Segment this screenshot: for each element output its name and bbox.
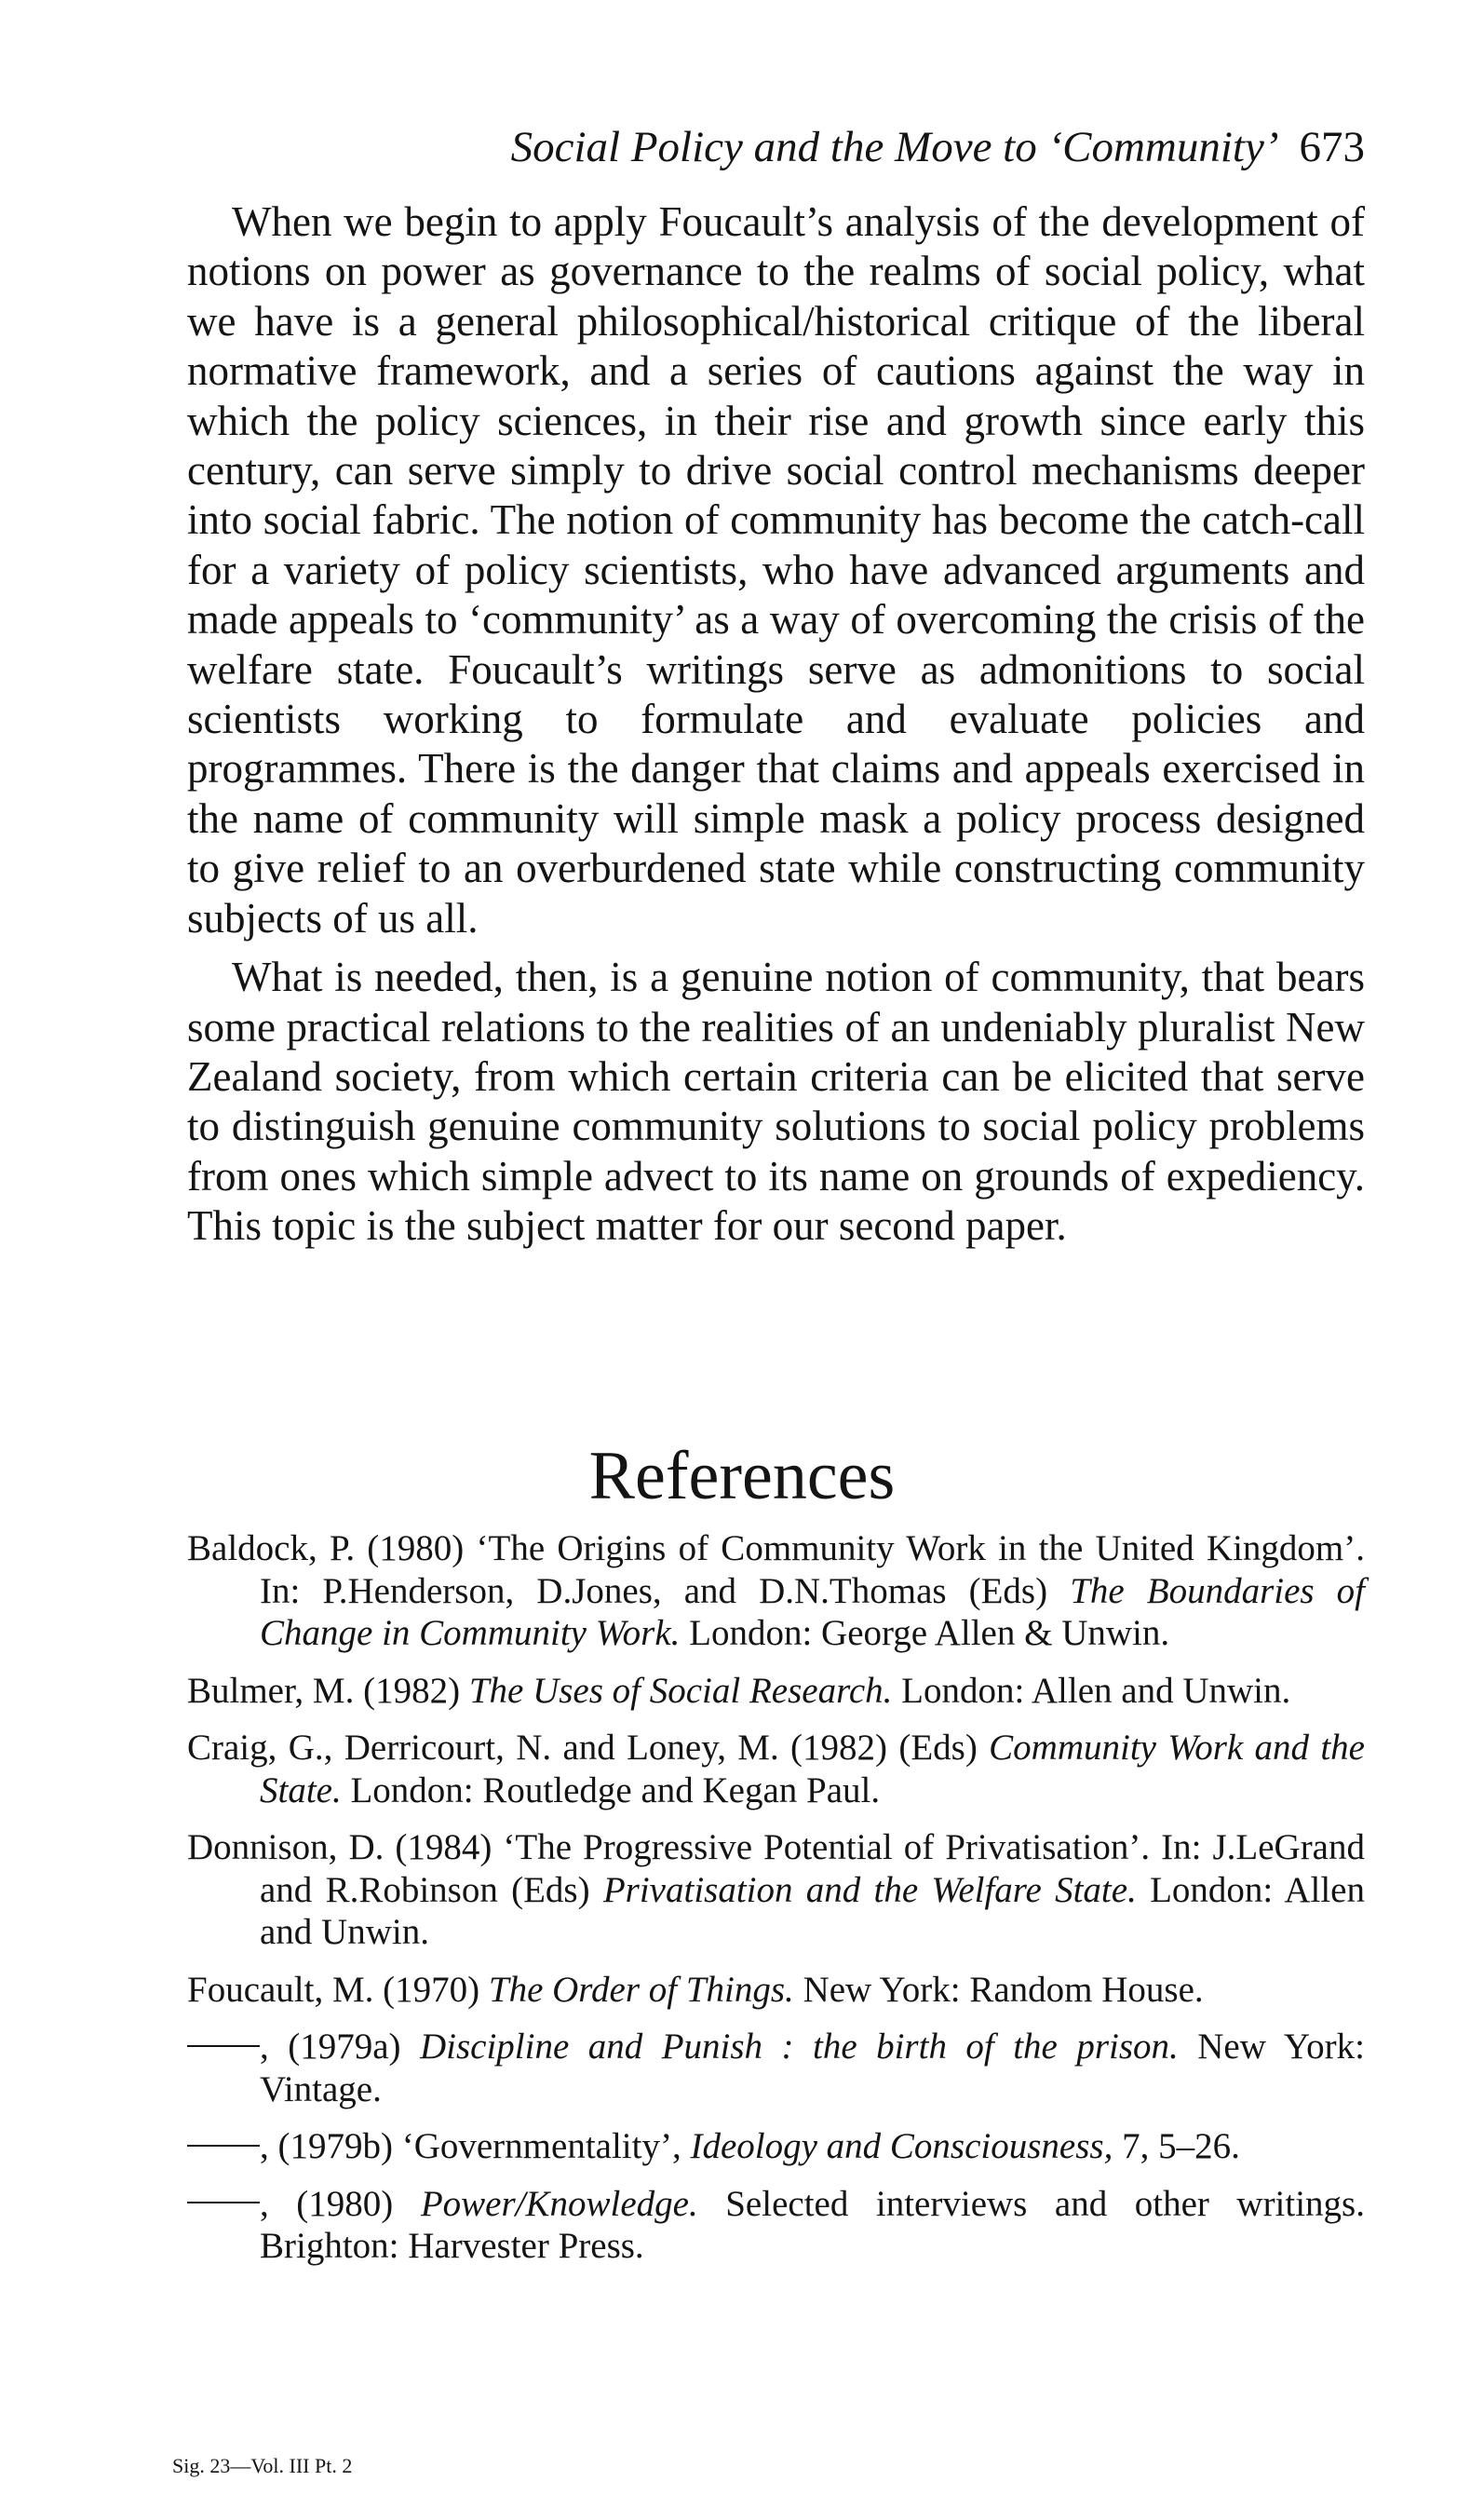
reference-publisher: Selected interviews and other writings. Brighton: Harvester Press. bbox=[260, 2183, 1365, 2266]
reference-title: The Uses of Social Research. bbox=[468, 1670, 893, 1711]
reference-publisher: 7, 5–26. bbox=[1113, 2126, 1240, 2166]
reference-publisher: London: Routledge and Kegan Paul. bbox=[341, 1769, 881, 1810]
reference-text: Bulmer, M. (1982) bbox=[187, 1670, 469, 1711]
body-paragraph-1: When we begin to apply Foucault’s analysis of the development of notions on power as governance to the realms of social policy, what we have is a general philosophical/historical critique of the liberal normative framework, and a series of cautions against the way in which the policy sciences, in their rise and growth since early this century, can serve simply to drive social control mechanisms deeper into social fabric. The notion of community has become the catch-call for a variety of policy scientists, who have advanced arguments and made appeals to ‘community’ as a way of overcoming the crisis of the welfare state. Foucault’s writings serve as admonitions to social scientists working to formulate and evaluate policies and programmes. There is the danger that claims and appeals exercised in the name of community will simple mask a policy process designed to give relief to an overburdened state while constructing community subjects of us all. bbox=[187, 198, 1365, 942]
reference-publisher: London: Allen and Unwin. bbox=[892, 1670, 1291, 1711]
reference-item bbox=[187, 1527, 1365, 1655]
reference-item bbox=[187, 1969, 1365, 2012]
reference-publisher: London: George Allen & Unwin. bbox=[680, 1613, 1170, 1653]
reference-item bbox=[187, 1727, 1365, 1811]
reference-text: Craig, G., Derricourt, N. and Loney, M. (1982) (Eds) bbox=[187, 1728, 990, 1768]
reference-text: , (1979a) bbox=[260, 2027, 420, 2067]
reference-text: , (1979b) ‘Governmentality’, bbox=[260, 2126, 691, 2166]
reference-publisher: London: Allen and Unwin. bbox=[260, 1869, 1365, 1952]
reference-publisher: New York: Vintage. bbox=[260, 2027, 1365, 2109]
repeat-author-dash bbox=[187, 2145, 260, 2147]
running-head bbox=[186, 119, 1365, 175]
reference-title: Privatisation and the Welfare State. bbox=[602, 1869, 1137, 1910]
running-head-title: Social Policy and the Move to ‘Community’ bbox=[510, 123, 1279, 171]
reference-title: The Boundaries of Change in Community Work. bbox=[260, 1570, 1365, 1653]
reference-item bbox=[187, 2125, 1365, 2168]
signature-mark: Sig. 23—Vol. III Pt. 2 bbox=[172, 2454, 353, 2477]
reference-title: Power/Knowledge. bbox=[420, 2183, 698, 2224]
page-number: 673 bbox=[1299, 123, 1365, 171]
reference-list bbox=[187, 1527, 1365, 2283]
reference-item bbox=[187, 2026, 1365, 2110]
references-heading: References bbox=[588, 1438, 896, 1514]
reference-item bbox=[187, 1826, 1365, 1954]
reference-publisher: New York: Random House. bbox=[793, 1969, 1204, 2010]
reference-item bbox=[187, 1670, 1365, 1713]
reference-text: Baldock, P. (1980) ‘The Origins of Community Work in the United Kingdom’. In: P.Henderson, D.Jones, and D.N.Thomas (Eds) bbox=[187, 1528, 1365, 1611]
reference-text: Donnison, D. (1984) ‘The Progressive Potential of Privatisation’. In: J.LeGrand and R.Robinson (Eds) bbox=[187, 1827, 1365, 1910]
reference-title: Discipline and Punish : the birth of the prison. bbox=[419, 2027, 1179, 2067]
reference-title: The Order of Things. bbox=[488, 1969, 794, 2010]
repeat-author-dash bbox=[187, 2045, 260, 2047]
reference-item bbox=[187, 2183, 1365, 2268]
body-paragraph-2: What is needed, then, is a genuine notion of community, that bears some practical relations to the realities of an undeniably pluralist New Zealand society, from which certain criteria can be elicited that serve to distinguish genuine community solutions to social policy problems from ones which simple advect to its name on grounds of expediency. This topic is the subject matter for our second paper. bbox=[187, 954, 1365, 1250]
reference-title: Community Work and the State. bbox=[260, 1728, 1365, 1810]
reference-title: Ideology and Consciousness, bbox=[690, 2126, 1113, 2166]
repeat-author-dash bbox=[187, 2202, 260, 2203]
reference-text: , (1980) bbox=[260, 2183, 421, 2224]
body-text bbox=[187, 197, 1365, 1252]
reference-text: Foucault, M. (1970) bbox=[187, 1969, 489, 2010]
